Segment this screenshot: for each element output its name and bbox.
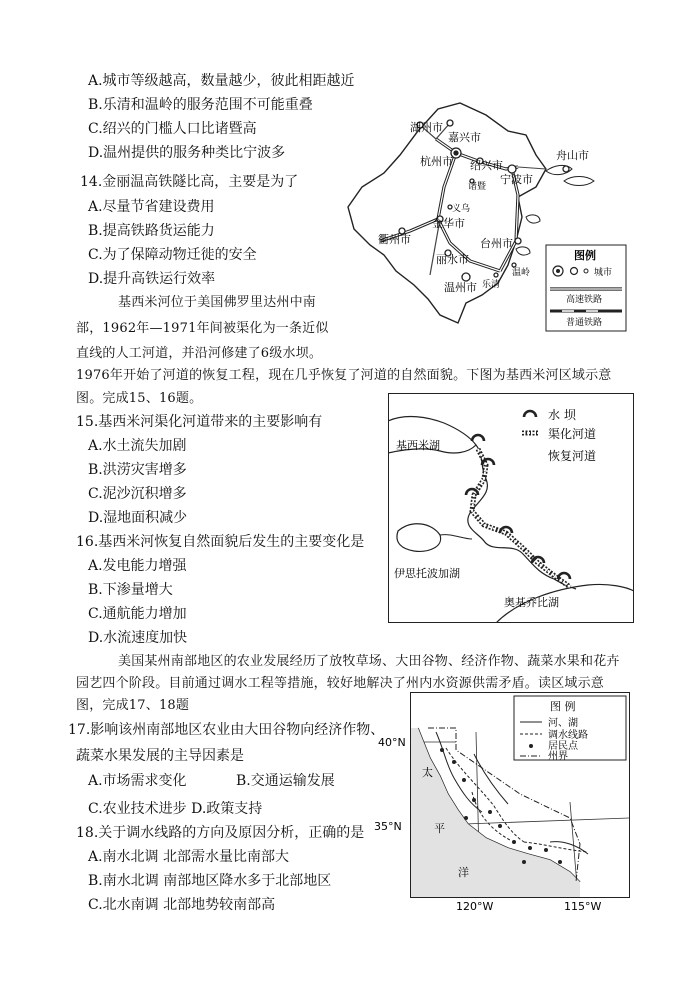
legend-city-label: 城市 (594, 268, 613, 278)
city-label-hangzhou: 杭州市 (420, 155, 453, 168)
q17-option-cd: C.农业技术进步 D.政策支持 (88, 801, 263, 817)
city-label-wenzhou: 温州市 (444, 281, 477, 294)
island-shape (526, 215, 540, 223)
zhejiang-legend (546, 245, 626, 331)
kissimmee-intro-line5: 图。完成15、16题。 (76, 391, 203, 406)
legend-rail-label: 普通铁路 (566, 318, 603, 328)
island-shape (516, 247, 530, 255)
legend-border-label: 州界 (548, 751, 568, 762)
q14-option-c: C.为了保障动物迁徙的安全 (88, 247, 257, 263)
ca-intro-line2: 园艺四个阶段。目前通过调水工程等措施，较好地解决了州内水资源供需矛盾。读区域示意 (76, 676, 605, 691)
q16-option-b: B.下渗量增大 (88, 582, 173, 598)
q18-option-c: C.北水南调 北部地势较南部高 (88, 897, 276, 913)
q17-option-b: B.交通运输发展 (236, 773, 335, 789)
city-label-jiaxing: 嘉兴市 (448, 131, 481, 144)
island-shape (564, 177, 594, 186)
ca-intro-line1: 美国某州南部地区的农业发展经历了放牧草场、大田谷物、经济作物、蔬菜水果和花卉 (118, 654, 620, 669)
ocean-char-1: 太 (422, 766, 433, 779)
kissimmee-intro-line1: 基西米河位于美国佛罗里达州中南 (118, 295, 317, 310)
kissimmee-map (388, 393, 634, 623)
city-label-shaoxing: 绍兴市 (470, 159, 503, 172)
city-label-taizhou: 台州市 (480, 237, 513, 250)
lat-label-40: 40°N (378, 736, 406, 749)
q16-option-c: C.通航能力增加 (88, 606, 187, 622)
zhejiang-map (340, 95, 630, 335)
ocean-char-3: 洋 (458, 866, 469, 879)
legend-title: 图例 (574, 249, 596, 262)
q13-option-a: A.城市等级越高，数量越少，彼此相距越近 (88, 73, 355, 89)
q15-option-d: D.湿地面积减少 (88, 510, 188, 526)
california-legend (514, 696, 626, 762)
lake-label-kissimmee: 基西米湖 (396, 439, 440, 452)
legend-restored-label: 恢复河道 (548, 449, 597, 463)
city-label-zhuji: 诸暨 (468, 182, 487, 192)
q15-option-b: B.洪涝灾害增多 (88, 462, 187, 478)
q17-option-a: A.市场需求变化 (88, 773, 187, 789)
q17-stem-line1: 17.影响该州南部地区农业由大田谷物向经济作物、 (68, 722, 385, 738)
city-label-zhoushan: 舟山市 (556, 149, 589, 162)
q14-stem: 14.金丽温高铁隧比高，主要是为了 (80, 174, 299, 190)
city-label-huzhou: 湖州市 (410, 121, 443, 134)
lon-label-120: 120°W (456, 900, 494, 912)
city-label-ningbo: 宁波市 (500, 173, 533, 186)
kissimmee-intro-line4: 1976年开始了河道的恢复工程，现在几乎恢复了河道的自然面貌。下图为基西米河区域示意 (76, 368, 612, 383)
q14-option-d: D.提升高铁运行效率 (88, 271, 216, 287)
city-label-jinhua: 金华市 (432, 217, 465, 230)
q14-option-b: B.提高铁路货运能力 (88, 223, 215, 239)
legend-channel-label: 渠化河道 (548, 427, 597, 441)
lon-label-115: 115°W (564, 900, 602, 912)
legend-canal-label: 调水线路 (548, 730, 588, 741)
q18-option-b: B.南水北调 南部地区降水多于北部地区 (88, 873, 332, 889)
legend-title: 图 例 (550, 700, 576, 713)
legend-hsr-label: 高速铁路 (566, 295, 603, 305)
ferry-line (518, 167, 546, 169)
q13-option-b: B.乐清和温岭的服务范围不可能重叠 (88, 97, 313, 113)
city-label-yiwu: 义乌 (452, 204, 471, 214)
q14-option-a: A.尽量节省建设费用 (88, 199, 215, 215)
q13-option-d: D.温州提供的服务种类比宁波多 (88, 145, 286, 161)
q16-stem: 16.基西米河恢复自然面貌后发生的主要变化是 (76, 534, 365, 550)
lat-label-35: 35°N (374, 820, 402, 833)
q15-option-a: A.水土流失加剧 (88, 438, 187, 454)
q16-option-d: D.水流速度加快 (88, 630, 188, 646)
legend-dam-label: 水 坝 (548, 408, 576, 422)
q13-option-c: C.绍兴的门槛人口比诸暨高 (88, 121, 257, 137)
q16-option-a: A.发电能力增强 (88, 558, 187, 574)
ocean-char-2: 平 (434, 822, 445, 835)
q15-option-c: C.泥沙沉积增多 (88, 486, 187, 502)
city-label-yueqing: 乐清 (482, 280, 501, 290)
california-map (374, 692, 630, 912)
city-label-lishui: 丽水市 (436, 253, 469, 266)
lake-label-istokpoga: 伊思托波加湖 (394, 567, 460, 580)
legend-settlement-label: 居民点 (548, 741, 578, 752)
kissimmee-intro-line3: 直线的人工河道，并沿河修建了6级水坝。 (76, 346, 323, 361)
ca-intro-line3: 图，完成17、18题 (76, 698, 190, 713)
city-label-quzhou: 衢州市 (378, 233, 411, 246)
city-label-wenling: 温岭 (512, 268, 531, 278)
q17-stem-line2: 蔬菜水果发展的主导因素是 (76, 748, 244, 764)
q18-stem: 18.关于调水线路的方向及原因分析，正确的是 (76, 825, 365, 841)
legend-river-label: 河、湖 (548, 718, 578, 729)
city-marker (399, 120, 569, 281)
kissimmee-intro-line2: 部，1962年—1971年间被渠化为一条近似 (76, 321, 329, 336)
q18-option-a: A.南水北调 北部需水量比南部大 (88, 849, 290, 865)
q15-stem: 15.基西米河渠化河道带来的主要影响有 (76, 414, 323, 430)
lake-label-okeechobee: 奥基乔比湖 (504, 596, 559, 609)
